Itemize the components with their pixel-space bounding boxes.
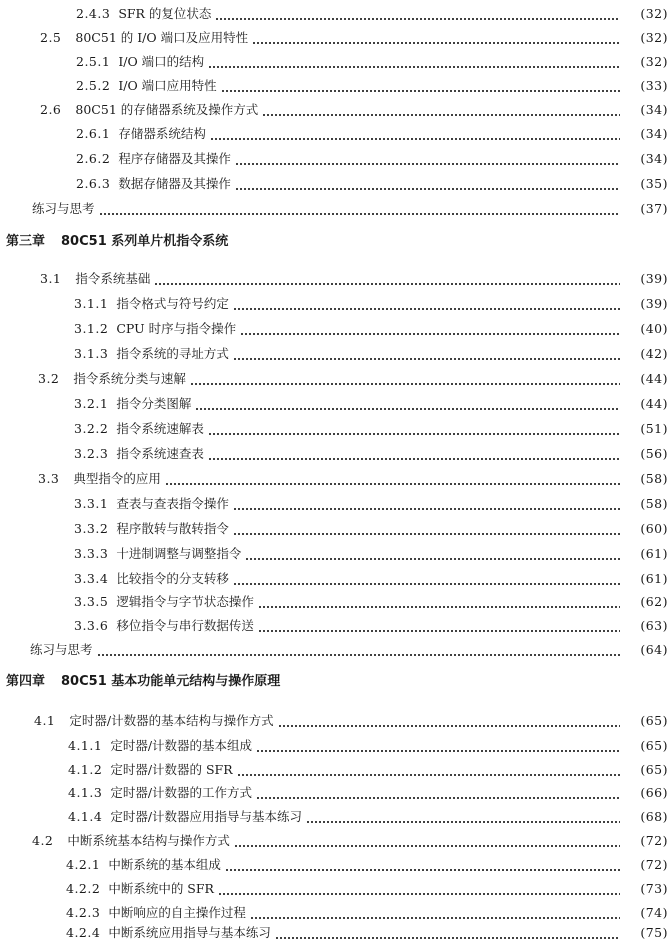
entry-page: (62) [640, 594, 668, 609]
toc-entry [0, 919, 668, 941]
toc-entry [0, 490, 668, 512]
chapter-heading [6, 667, 280, 689]
entry-page: (34) [640, 102, 668, 117]
entry-number: 2.6.3 [76, 176, 111, 191]
entry-number: 4.2.1 [66, 857, 101, 872]
entry-number: 3.3.1 [74, 496, 109, 511]
entry-number: 2.5.2 [76, 78, 111, 93]
dot-leader [97, 642, 620, 658]
entry-title: 查表与查表指令操作 [116, 496, 229, 511]
entry-number: 3.3.6 [74, 618, 109, 633]
entry-page: (64) [640, 642, 668, 657]
entry-number: 4.2.3 [66, 905, 101, 920]
toc-entry [0, 0, 668, 22]
dot-leader [240, 321, 620, 337]
toc-entry [0, 365, 668, 387]
entry-title: 指令系统基础 [75, 271, 151, 286]
toc-entry [0, 565, 668, 587]
toc-entry-exercises [0, 195, 668, 217]
entry-number: 3.3.3 [74, 546, 109, 561]
chapter-title: 80C51 基本功能单元结构与操作原理 [61, 674, 281, 689]
entry-number: 4.1 [34, 713, 56, 728]
entry-number: 2.5.1 [76, 54, 111, 69]
entry-number: 3.2.2 [74, 421, 109, 436]
entry-title: 指令系统分类与速解 [73, 371, 186, 386]
entry-title: 指令系统速查表 [116, 446, 204, 461]
toc-entry [0, 851, 668, 873]
dot-leader [195, 396, 620, 412]
toc-entry [0, 899, 668, 921]
entry-page: (65) [640, 738, 668, 753]
entry-number: 3.1 [40, 271, 62, 286]
toc-entry [0, 803, 668, 825]
entry-page: (40) [640, 321, 668, 336]
toc-entry [0, 875, 668, 897]
entry-page: (35) [640, 176, 668, 191]
entry-title: 定时器/计数器应用指导与基本练习 [110, 809, 303, 824]
entry-number: 3.3.2 [74, 521, 109, 536]
dot-leader [258, 618, 620, 634]
toc-entry [0, 290, 668, 312]
entry-number: 4.1.1 [68, 738, 103, 753]
entry-title: 定时器/计数器的 SFR [110, 762, 233, 777]
entry-page: (74) [640, 905, 668, 920]
entry-title: 数据存储器及其操作 [118, 176, 231, 191]
toc-entry [0, 588, 668, 610]
dot-leader [233, 521, 620, 537]
entry-number: 4.1.4 [68, 809, 103, 824]
dot-leader [233, 346, 620, 362]
entry-number: 3.2.3 [74, 446, 109, 461]
entry-number: 3.1.1 [74, 296, 109, 311]
entry-page: (58) [640, 496, 668, 511]
entry-number: 2.6.1 [76, 126, 111, 141]
entry-number: 4.2.4 [66, 925, 101, 940]
entry-number: 4.2 [32, 833, 54, 848]
entry-title: I/O 端口的结构 [118, 54, 205, 69]
dot-leader [235, 151, 620, 167]
entry-title: 定时器/计数器的基本结构与操作方式 [69, 713, 274, 728]
entry-number: 2.6 [40, 102, 62, 117]
entry-number: 3.3.4 [74, 571, 109, 586]
dot-leader [165, 471, 620, 487]
entry-page: (58) [640, 471, 668, 486]
dot-leader [99, 201, 620, 217]
toc-entry [0, 779, 668, 801]
entry-page: (66) [640, 785, 668, 800]
entry-title: 存储器系统结构 [118, 126, 206, 141]
chapter-label: 第四章 [6, 674, 46, 689]
entry-page: (72) [640, 833, 668, 848]
dot-leader [208, 446, 620, 462]
entry-page: (51) [640, 421, 668, 436]
dot-leader [225, 857, 620, 873]
entry-page: (42) [640, 346, 668, 361]
entry-page: (60) [640, 521, 668, 536]
entry-number: 2.5 [40, 30, 62, 45]
entry-page: (65) [640, 713, 668, 728]
entry-title: 程序散转与散转指令 [116, 521, 229, 536]
entry-title: 80C51 的 I/O 端口及应用特性 [75, 30, 249, 45]
entry-page: (44) [640, 371, 668, 386]
dot-leader [278, 713, 620, 729]
toc-entry-exercises [0, 636, 668, 658]
dot-leader [233, 496, 620, 512]
dot-leader [218, 881, 620, 897]
toc-entry [0, 315, 668, 337]
dot-leader [233, 571, 620, 587]
entry-page: (72) [640, 857, 668, 872]
entry-number: 2.6.2 [76, 151, 111, 166]
entry-number: 3.3 [38, 471, 60, 486]
entry-title: 指令系统速解表 [116, 421, 204, 436]
entry-page: (34) [640, 126, 668, 141]
entry-title: 练习与思考 [32, 201, 95, 216]
toc-entry [0, 145, 668, 167]
dot-leader [190, 371, 620, 387]
toc-entry [0, 120, 668, 142]
entry-title: 典型指令的应用 [73, 471, 161, 486]
dot-leader [210, 126, 620, 142]
chapter-label: 第三章 [6, 234, 46, 249]
toc-entry [0, 732, 668, 754]
entry-page: (65) [640, 762, 668, 777]
entry-title: 定时器/计数器的工作方式 [110, 785, 253, 800]
entry-title: 指令格式与符号约定 [116, 296, 229, 311]
entry-page: (61) [640, 571, 668, 586]
entry-page: (32) [640, 30, 668, 45]
entry-title: 中断响应的自主操作过程 [108, 905, 246, 920]
dot-leader [154, 271, 620, 287]
entry-number: 4.1.2 [68, 762, 103, 777]
dot-leader [275, 925, 620, 941]
entry-number: 3.1.3 [74, 346, 109, 361]
dot-leader [237, 762, 620, 778]
toc-entry [0, 24, 668, 46]
toc-entry [0, 48, 668, 70]
entry-page: (73) [640, 881, 668, 896]
dot-leader [262, 102, 620, 118]
entry-page: (33) [640, 78, 668, 93]
toc-entry [0, 465, 668, 487]
dot-leader [252, 30, 620, 46]
entry-page: (39) [640, 271, 668, 286]
entry-title: 移位指令与串行数据传送 [116, 618, 254, 633]
toc-entry [0, 707, 668, 729]
entry-page: (32) [640, 54, 668, 69]
toc-entry [0, 415, 668, 437]
entry-title: 练习与思考 [30, 642, 93, 657]
entry-number: 4.1.3 [68, 785, 103, 800]
dot-leader [234, 833, 620, 849]
entry-title: 指令分类图解 [116, 396, 192, 411]
toc-entry [0, 340, 668, 362]
entry-title: SFR 的复位状态 [118, 6, 212, 21]
toc-entry [0, 390, 668, 412]
chapter-heading [6, 227, 228, 249]
entry-title: CPU 时序与指令操作 [116, 321, 237, 336]
entry-page: (61) [640, 546, 668, 561]
toc-entry [0, 265, 668, 287]
entry-title: 定时器/计数器的基本组成 [110, 738, 253, 753]
entry-number: 3.2.1 [74, 396, 109, 411]
entry-page: (75) [640, 925, 668, 940]
entry-title: 中断系统中的 SFR [108, 881, 214, 896]
dot-leader [245, 546, 620, 562]
toc-entry [0, 96, 668, 118]
toc-entry [0, 515, 668, 537]
entry-page: (63) [640, 618, 668, 633]
entry-page: (37) [640, 201, 668, 216]
entry-page: (34) [640, 151, 668, 166]
entry-page: (39) [640, 296, 668, 311]
entry-page: (32) [640, 6, 668, 21]
entry-number: 3.3.5 [74, 594, 109, 609]
entry-number: 2.4.3 [76, 6, 111, 21]
entry-number: 3.1.2 [74, 321, 109, 336]
toc-entry [0, 827, 668, 849]
dot-leader [258, 594, 620, 610]
toc-entry [0, 756, 668, 778]
dot-leader [208, 54, 620, 70]
toc-entry [0, 612, 668, 634]
entry-title: 中断系统的基本组成 [108, 857, 221, 872]
chapter-title: 80C51 系列单片机指令系统 [61, 234, 229, 249]
entry-title: 中断系统基本结构与操作方式 [67, 833, 230, 848]
toc-entry [0, 72, 668, 94]
entry-title: 80C51 的存储器系统及操作方式 [75, 102, 259, 117]
dot-leader [256, 785, 620, 801]
entry-page: (68) [640, 809, 668, 824]
toc-entry [0, 540, 668, 562]
toc-entry [0, 440, 668, 462]
entry-title: I/O 端口应用特性 [118, 78, 217, 93]
entry-title: 中断系统应用指导与基本练习 [108, 925, 271, 940]
dot-leader [208, 421, 620, 437]
toc-entry [0, 170, 668, 192]
dot-leader [233, 296, 620, 312]
entry-title: 十进制调整与调整指令 [116, 546, 242, 561]
entry-title: 比较指令的分支转移 [116, 571, 229, 586]
dot-leader [306, 809, 620, 825]
entry-title: 逻辑指令与字节状态操作 [116, 594, 254, 609]
entry-number: 4.2.2 [66, 881, 101, 896]
dot-leader [221, 78, 620, 94]
dot-leader [215, 6, 620, 22]
entry-page: (56) [640, 446, 668, 461]
entry-number: 3.2 [38, 371, 60, 386]
entry-title: 程序存储器及其操作 [118, 151, 231, 166]
entry-page: (44) [640, 396, 668, 411]
dot-leader [256, 738, 620, 754]
entry-title: 指令系统的寻址方式 [116, 346, 229, 361]
dot-leader [235, 176, 620, 192]
